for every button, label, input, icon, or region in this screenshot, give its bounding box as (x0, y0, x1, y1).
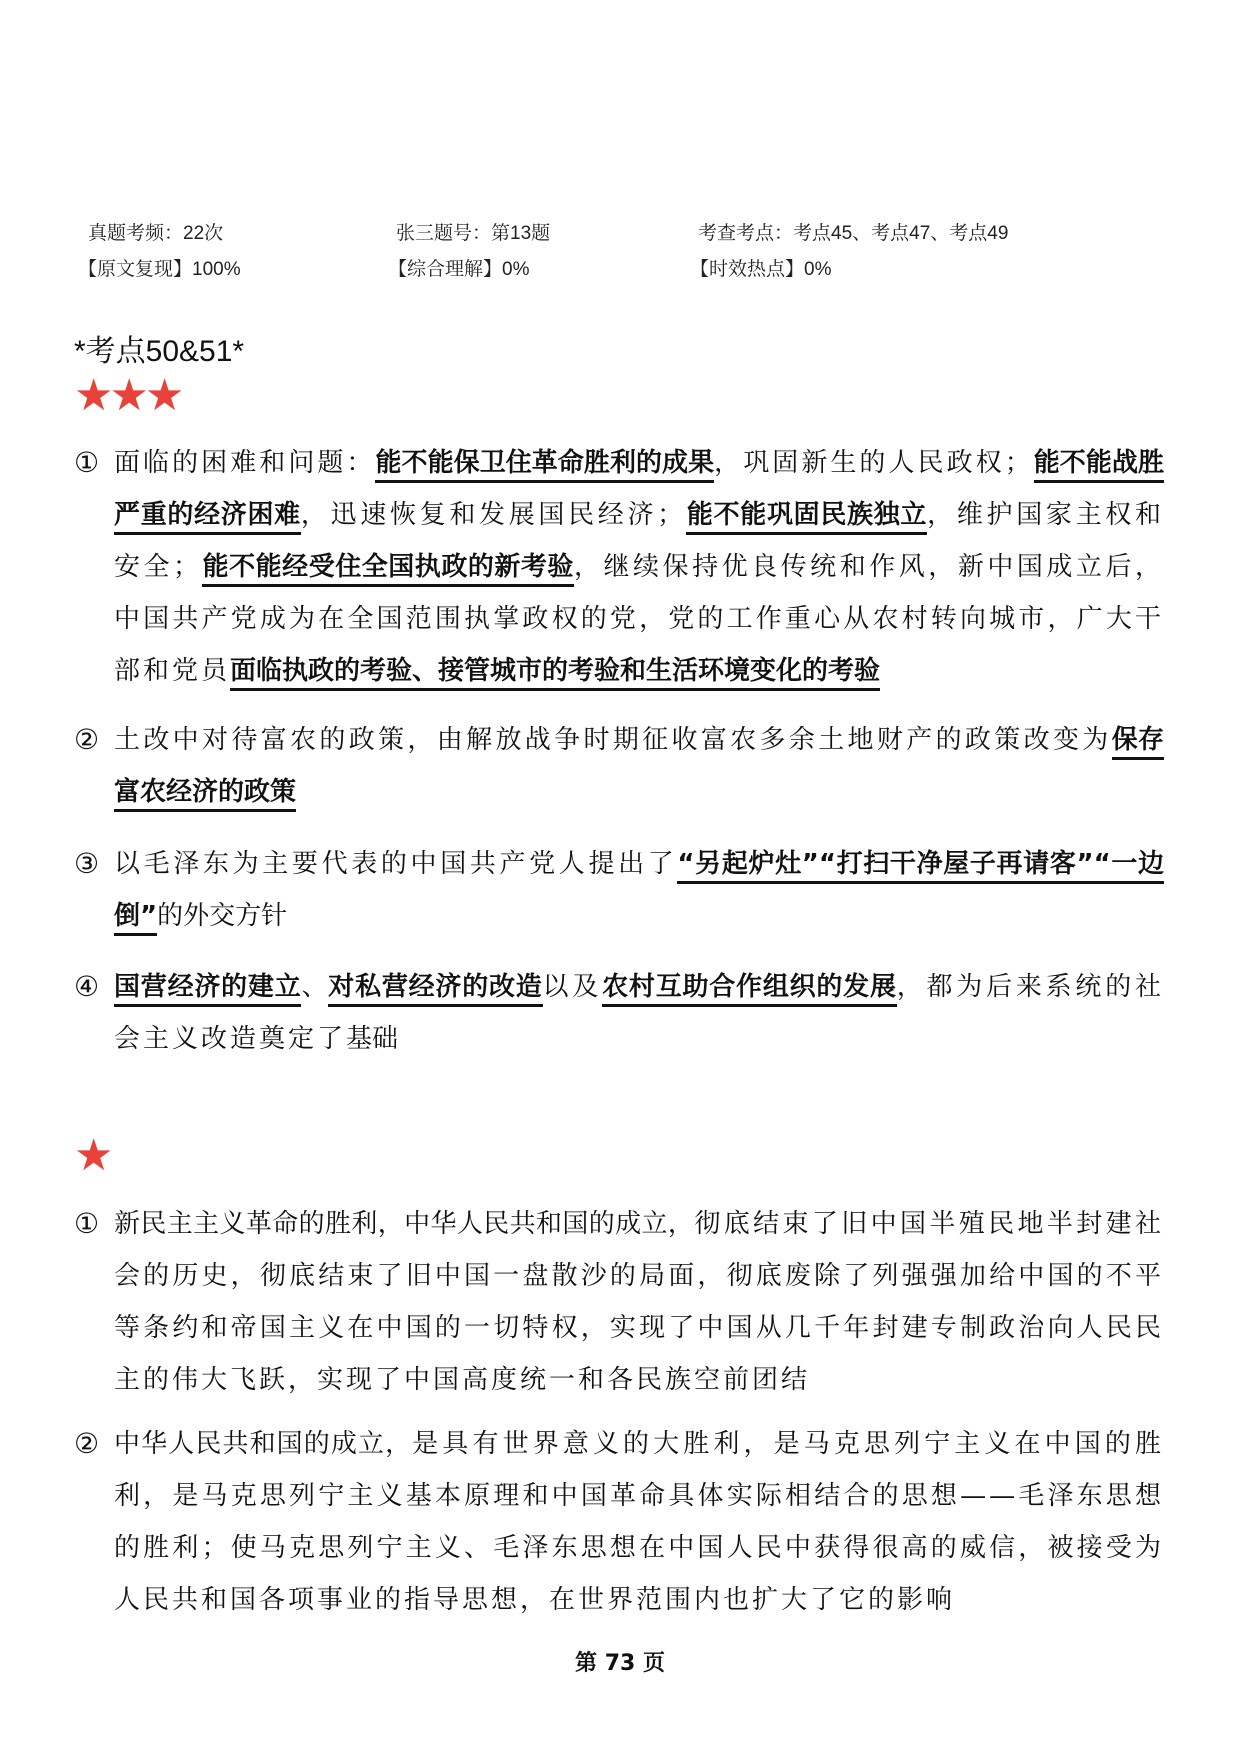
one-star-rating-icon: ★ (74, 1131, 110, 1180)
item-number: ① (74, 446, 100, 479)
item-number: ④ (74, 970, 100, 1003)
text-segment: 中华人民共和国的成立， (114, 1428, 413, 1458)
key-phrase: 农村互助合作组织的发展 (602, 972, 897, 1007)
list-item (74, 714, 1164, 818)
key-phrase: 能不能经受住全国执政的新考验 (202, 552, 574, 587)
section-title: *考点50&51* (74, 335, 245, 368)
text-segment: ，迅速恢复和发展国民经济； (300, 500, 687, 530)
key-phrase: 对私营经济的改造 (328, 972, 542, 1007)
hotspot-rate: 【时效热点】0% (690, 259, 832, 280)
text-segment: 是具有世界意义的大胜利，是马克思列宁主义在中国的胜利，是马克思列宁主义基本原理和中国革命具体实际相结合的思想——毛泽东思想的胜利；使马克思列宁主义、毛泽东思想在中国人民中获得很高的威信，被接受为人民共和国各项事业的指导思想，在世界范围内也扩大了它的影响 (114, 1429, 1164, 1615)
text-segment: 新民主主义革命的胜利，中华人民共和国的成立， (114, 1208, 695, 1238)
three-star-rating-icon: ★★★ (74, 371, 181, 420)
text-segment: 土改中对待富农的政策，由解放战争时期征收富农多余土地财产的政策改变为 (114, 725, 1112, 755)
list-item (74, 1198, 1164, 1406)
comprehensive-rate: 【综合理解】0% (388, 259, 530, 280)
key-phrase: 国营经济的建立 (114, 972, 301, 1007)
text-segment: 面临的困难和问题： (114, 448, 376, 478)
original-rate: 【原文复现】100% (78, 259, 241, 280)
text-segment: 的外交方针 (157, 900, 288, 930)
text-segment: 以及 (542, 972, 603, 1002)
item-number: ② (74, 723, 100, 756)
item-number: ② (74, 1427, 100, 1460)
text-segment: ，都为后来系统的社会主义改造奠定了 (114, 972, 1164, 1054)
question-number: 张三题号：第13题 (396, 223, 551, 244)
list-item (74, 961, 1164, 1065)
text-segment: 、 (301, 971, 329, 1001)
item-text (114, 961, 1164, 1065)
text-segment: ，巩固新生的人民政权； (714, 448, 1034, 478)
key-phrase: 保存富农经济的政策 (114, 725, 1164, 812)
text-segment: 以毛泽东为主要代表的中国共产党人提出了 (114, 849, 678, 879)
list-item (74, 437, 1164, 697)
item-text (114, 437, 1164, 697)
exam-frequency: 真题考频：22次 (88, 223, 224, 244)
list-item (74, 838, 1164, 942)
text-segment: ，维护国家主权和安全； (114, 500, 1164, 582)
key-phrase: 能不能战胜严重的经济困难 (114, 448, 1164, 535)
exam-points: 考查考点：考点45、考点47、考点49 (698, 223, 1009, 244)
page-number: 第 73 页 (575, 1651, 665, 1676)
item-text (114, 1198, 1164, 1406)
key-phrase: 能不能保卫住革命胜利的成果 (375, 448, 714, 483)
item-text (114, 1418, 1164, 1626)
item-number: ① (74, 1207, 100, 1240)
list-item (74, 1418, 1164, 1626)
key-phrase: 能不能巩固民族独立 (686, 500, 927, 535)
key-phrase: 面临执政的考验、接管城市的考验和生活环境变化的考验 (230, 656, 880, 691)
text-segment: ，继续保持优良传统和作风，新中国成立后，中国共产党成为在全国范围执掌政权的党，党的工作重心从农村转向城市，广大干部和党员 (114, 552, 1164, 686)
item-text (114, 714, 1164, 818)
text-segment: 彻底结束了旧中国半殖民地半封建社会的历史，彻底结束了旧中国一盘散沙的局面，彻底废除了列强强加给中国的不平等条约和帝国主义在中国的一切特权，实现了中国从几千年封建专制政治向人民民主的伟大飞跃，实现了中国高度统一和各民族空前团结 (114, 1209, 1164, 1395)
item-text (114, 838, 1164, 942)
item-number: ③ (74, 847, 100, 880)
text-segment: 基础 (346, 1023, 399, 1053)
key-phrase: “另起炉灶”“打扫干净屋子再请客”“一边倒” (114, 849, 1164, 936)
